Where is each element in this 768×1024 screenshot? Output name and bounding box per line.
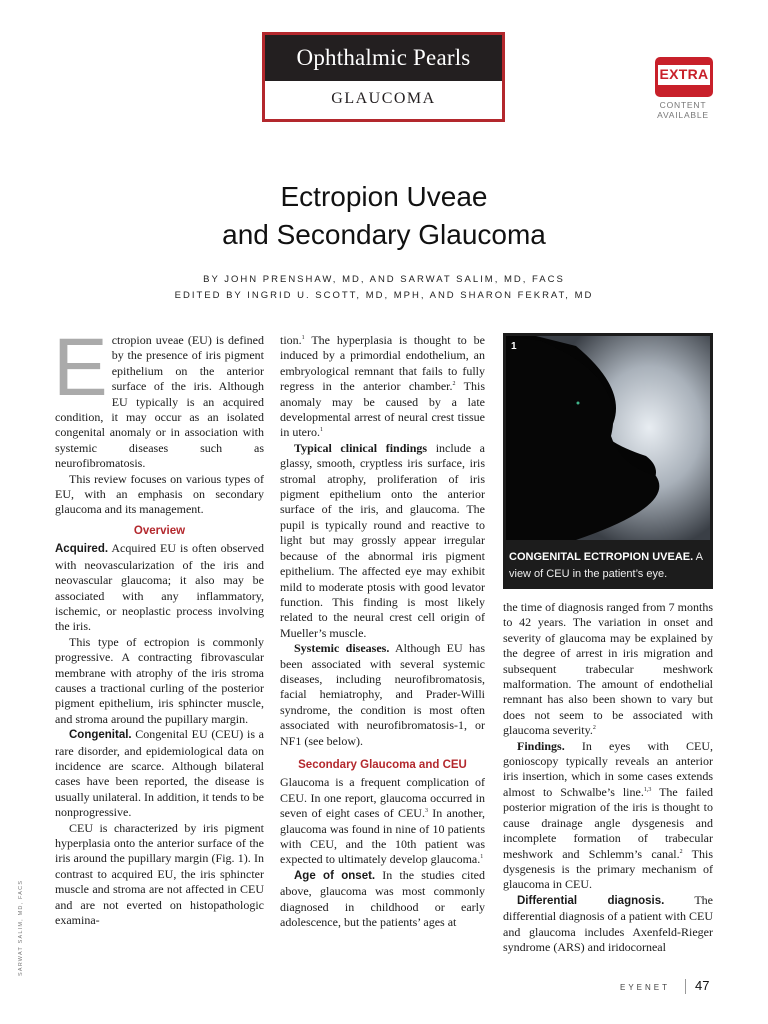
extra-subtitle bbox=[650, 100, 716, 120]
extra-badge[interactable] bbox=[655, 57, 713, 97]
title-line1: Ectropion Uveae bbox=[280, 181, 488, 212]
reference-mark: 2 bbox=[592, 725, 596, 732]
reference-mark: 1,3 bbox=[643, 786, 652, 793]
paragraph-differential: Differential diagnosis. The differential diagnosis of a patient with CEU and glaucoma includes Axenfeld-Rieger syndrome (ARS) and iridocorneal bbox=[503, 892, 713, 954]
reference-mark: 1 bbox=[480, 854, 484, 861]
reference-mark: 2 bbox=[452, 381, 456, 388]
figure-1 bbox=[503, 333, 713, 589]
bylines bbox=[0, 272, 768, 304]
heading-secondary-glaucoma: Secondary Glaucoma and CEU bbox=[298, 758, 467, 771]
paragraph: This type of ectropion is commonly progressive. A contracting fibrovascular membrane with atrophy of the iris stroma causes a tractional curling of the posterior pigment epithelium, iris sphincter muscle, and stroma around the pupillary margin. bbox=[55, 634, 264, 726]
eye-illustration bbox=[506, 336, 710, 540]
paragraph-acquired: Acquired. Acquired EU is often observed with neovascularization of the iris and neovascular glaucoma; it also may be associated with any inflammatory, ischemic, or neoplastic process involving the iris. bbox=[55, 541, 264, 634]
publication-name: EYENET bbox=[620, 983, 671, 992]
paragraph-congenital: Congenital. Congenital EU (CEU) is a rare disorder, and epidemiological data on incidence are scarce. Although bilateral cases have been reported, the disease is usually unilateral. In addition, it tends to be nonprogressive. bbox=[55, 727, 264, 820]
paragraph: CEU is characterized by iris pigment hyperplasia onto the anterior surface of the iris around the pupillary margin (Fig. 1). In contrast to acquired EU, the iris sphincter muscle and stroma are not affected in CEU and are not everted on histopathologic examina- bbox=[55, 820, 264, 928]
page-number: 47 bbox=[695, 978, 710, 993]
column-3 bbox=[503, 600, 713, 955]
paragraph: This review focuses on various types of EU, with an emphasis on secondary glaucoma and its management. bbox=[55, 471, 264, 517]
author-byline: BY JOHN PRENSHAW, MD, AND SARWAT SALIM, MD, FACS bbox=[203, 274, 565, 285]
paragraph-findings: Findings. In eyes with CEU, gonioscopy typically reveals an anterior iris insertion, which in some cases extends almost to Schwalbe’s line.$^{1,3}$ The failed posterior migration of the iris is thought to cause drainage angle dysgenesis and incomplete formation of trabecular meshwork and Schlemm’s canal.$^2$ This dysgenesis is the primary mechanism of glaucoma in CEU. bbox=[503, 738, 713, 892]
intro-paragraph: Ectropion uveae (EU) is defined by the presence of iris pigment epithelium on the anterior surface of the iris. Although EU typically is an acquired condition, it may occur as an isolated congenital anomaly or in association with systemic diseases such as neurofibromatosis. bbox=[53, 322, 264, 471]
paragraph: tion.$^1$ The hyperplasia is thought to be induced by a primordial endothelium, an embryological remnant that fails to fully regress in the anterior chamber.$^2$ This anomaly may be caused by a late developmental arrest of neural crest tissue in utero.$^1$ bbox=[280, 333, 486, 440]
paragraph: Glaucoma is a frequent complication of CEU. In one report, glaucoma occurred in seven of eight cases of CEU.$^3$ In another, glaucoma was found in nine of 10 patients with CEU, and the 10th patient was expected to ultimately develop glaucoma.$^1$ bbox=[280, 775, 485, 867]
reference-mark: 1 bbox=[320, 427, 323, 434]
series-title: Ophthalmic Pearls bbox=[265, 35, 502, 81]
paragraph-age-of-onset: Age of onset. In the studies cited above, glaucoma was most commonly diagnosed in childhood or early adolescence, but the patients’ ages at bbox=[280, 867, 485, 930]
paragraph-systemic: Systemic diseases. Although EU has been associated with several systemic diseases, including neurofibromatosis, facial hemiatrophy, and Prader-Willi syndrome, the condition is most often associated with neurofibromatosis-1, or NF1 (see below). bbox=[280, 641, 485, 748]
title-line2: and Secondary Glaucoma bbox=[222, 219, 546, 250]
reference-mark: 3 bbox=[424, 808, 428, 815]
drop-cap: E bbox=[53, 322, 108, 413]
footer-divider bbox=[685, 979, 686, 994]
editor-byline: EDITED BY INGRID U. SCOTT, MD, MPH, AND SHARON FEKRAT, MD bbox=[174, 290, 594, 301]
heading-overview: Overview bbox=[133, 524, 186, 537]
extra-sub-line1: CONTENT bbox=[659, 100, 707, 110]
eye-photo bbox=[506, 336, 710, 540]
column-2 bbox=[280, 333, 485, 930]
department-header bbox=[262, 32, 505, 122]
extra-label: EXTRA bbox=[659, 66, 709, 82]
paragraph: the time of diagnosis ranged from 7 months to 42 years. The variation in onset and severity of glaucoma may be explained by the degree of arrest in iris migration and subsequent trabecular meshwork malformation. The amount of endothelial remnant has also been shown to vary but does not seem to be associated with glaucoma severity.$^2$ bbox=[503, 600, 713, 738]
figure-caption: CONGENITAL ECTROPION UVEAE. A view of CEU in the patient’s eye. bbox=[509, 551, 703, 580]
article-title bbox=[0, 178, 768, 254]
photo-credit: SARWAT SALIM, MD, FACS bbox=[18, 879, 24, 976]
section-label: GLAUCOMA bbox=[331, 90, 436, 107]
paragraph-typical-findings: Typical clinical findings include a glassy, smooth, cryptless iris surface, iris stromal atrophy, proliferation of iris pigment epithelium onto the anterior surface of the iris, and glaucoma. The pupil is typically round and reactive to light but may grossly appear irregular because of the abnormal iris pigment epithelium. The affected eye may exhibit mild to moderate ptosis with good levator function. This finding is most likely related to the neural crest cell origin of Mueller’s muscle. bbox=[280, 440, 485, 640]
reference-mark: 1 bbox=[301, 335, 305, 341]
extra-sub-line2: AVAILABLE bbox=[657, 110, 709, 120]
column-1 bbox=[53, 322, 264, 928]
reference-mark: 2 bbox=[679, 848, 683, 855]
figure-number: 1 bbox=[511, 341, 517, 352]
